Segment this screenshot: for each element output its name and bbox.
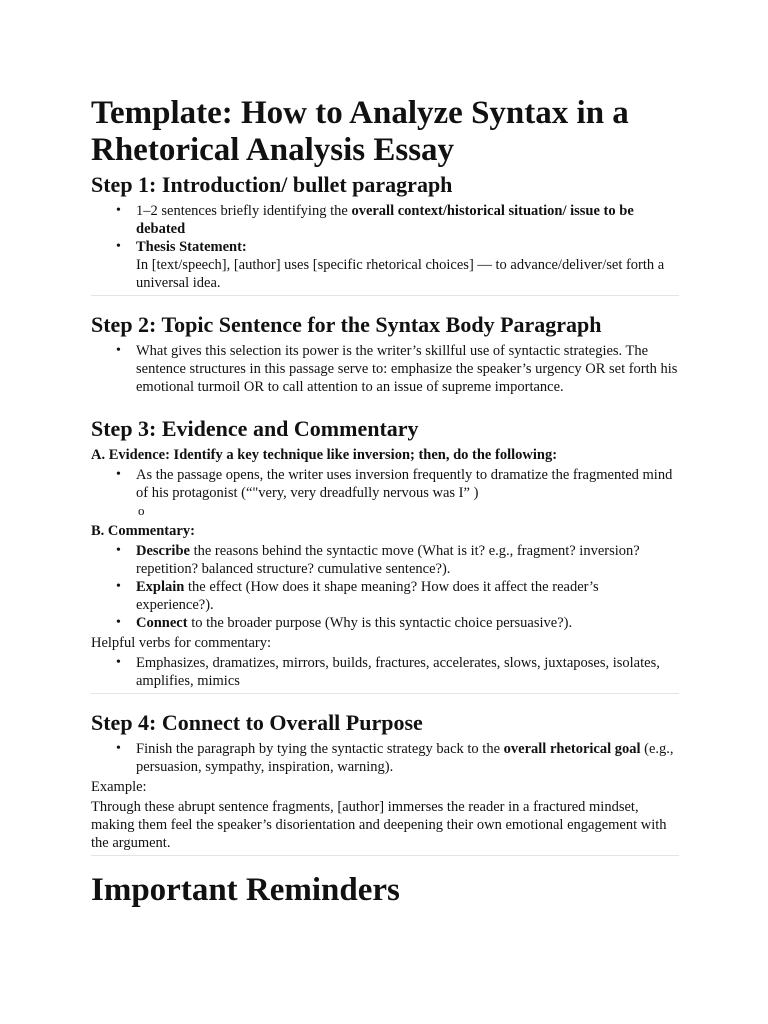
describe-label: Describe — [136, 543, 190, 559]
verbs-list — [91, 654, 679, 690]
sub-list-item — [160, 502, 679, 520]
thesis-label: Thesis Statement: — [136, 239, 247, 255]
explain-label: Explain — [136, 579, 185, 595]
thesis-text: In [text/speech], [author] uses [specific rhetorical choices] — to advance/deliver/set forth a universal idea. — [136, 257, 665, 291]
step4-bullet-post: (e.g., persuasion, sympathy, inspiration, warning). — [136, 741, 674, 775]
list-item — [136, 202, 679, 238]
connect-label: Connect — [136, 615, 188, 631]
list-item — [136, 542, 679, 578]
step3-heading: Step 3: Evidence and Commentary — [91, 416, 419, 441]
describe-text: the reasons behind the syntactic move (What is it? e.g., fragment? inversion? repetition? balanced structure? cumulative sentence?). — [136, 543, 640, 577]
commentary-list — [91, 542, 679, 632]
example-text: Through these abrupt sentence fragments, [author] immerses the reader in a fractured mindset, making them feel the speaker’s disorientation and deepening their own emotional engagement with the argument. — [91, 799, 667, 851]
evidence-label: A. Evidence: Identify a key technique like inversion; then, do the following: — [91, 447, 558, 463]
list-item — [136, 614, 679, 632]
verbs-label: Helpful verbs for commentary: — [91, 635, 271, 651]
step4-heading: Step 4: Connect to Overall Purpose — [91, 710, 423, 735]
list-item — [136, 578, 679, 614]
document-content — [91, 95, 679, 909]
document-title: Template: How to Analyze Syntax in a Rhetorical Analysis Essay — [91, 95, 629, 168]
explain-text: the effect (How does it shape meaning? How does it affect the reader’s experience?). — [136, 579, 599, 613]
step4-bullet-pre: Finish the paragraph by tying the syntactic strategy back to the — [136, 741, 504, 757]
connect-text: to the broader purpose (Why is this syntactic choice persuasive?). — [187, 615, 573, 631]
list-item — [136, 740, 679, 776]
step2-heading: Step 2: Topic Sentence for the Syntax Body Paragraph — [91, 312, 602, 337]
commentary-label: B. Commentary: — [91, 523, 195, 539]
evidence-list — [91, 466, 679, 520]
step1-bullet1-text: 1–2 sentences briefly identifying the — [136, 203, 352, 219]
list-item: • Emphasizes, dramatizes, mirrors, builds, fractures, accelerates, slows, juxtaposes, isolates, amplifies, mimics — [136, 654, 679, 690]
example-label: Example: — [91, 779, 147, 795]
step1-bullet1-bold: overall context/historical situation/ issue to be debated — [136, 203, 634, 237]
step1-heading: Step 1: Introduction/ bullet paragraph — [91, 172, 453, 197]
reminders-heading: Important Reminders — [91, 872, 400, 908]
evidence-bullet-text: As the passage opens, the writer uses inversion frequently to dramatize the fragmented mind of his protagonist (“"very, very dreadfully nervous was I” ) — [136, 467, 673, 501]
list-item — [136, 466, 679, 520]
list-item — [136, 238, 679, 292]
step4-list — [91, 740, 679, 776]
section-divider — [91, 295, 679, 296]
evidence-sublist — [136, 502, 679, 520]
step2-list — [91, 342, 679, 396]
section-divider — [91, 693, 679, 694]
step4-bullet-bold: overall rhetorical goal — [503, 741, 641, 757]
section-divider — [91, 855, 679, 856]
step1-list — [91, 202, 679, 292]
list-item: • What gives this selection its power is the writer’s skillful use of syntactic strategies. The sentence structures in this passage serve to: emphasize the speaker’s urgency OR set forth his emotional turmoil OR to call attention to an issue of supreme importance. — [136, 342, 679, 396]
